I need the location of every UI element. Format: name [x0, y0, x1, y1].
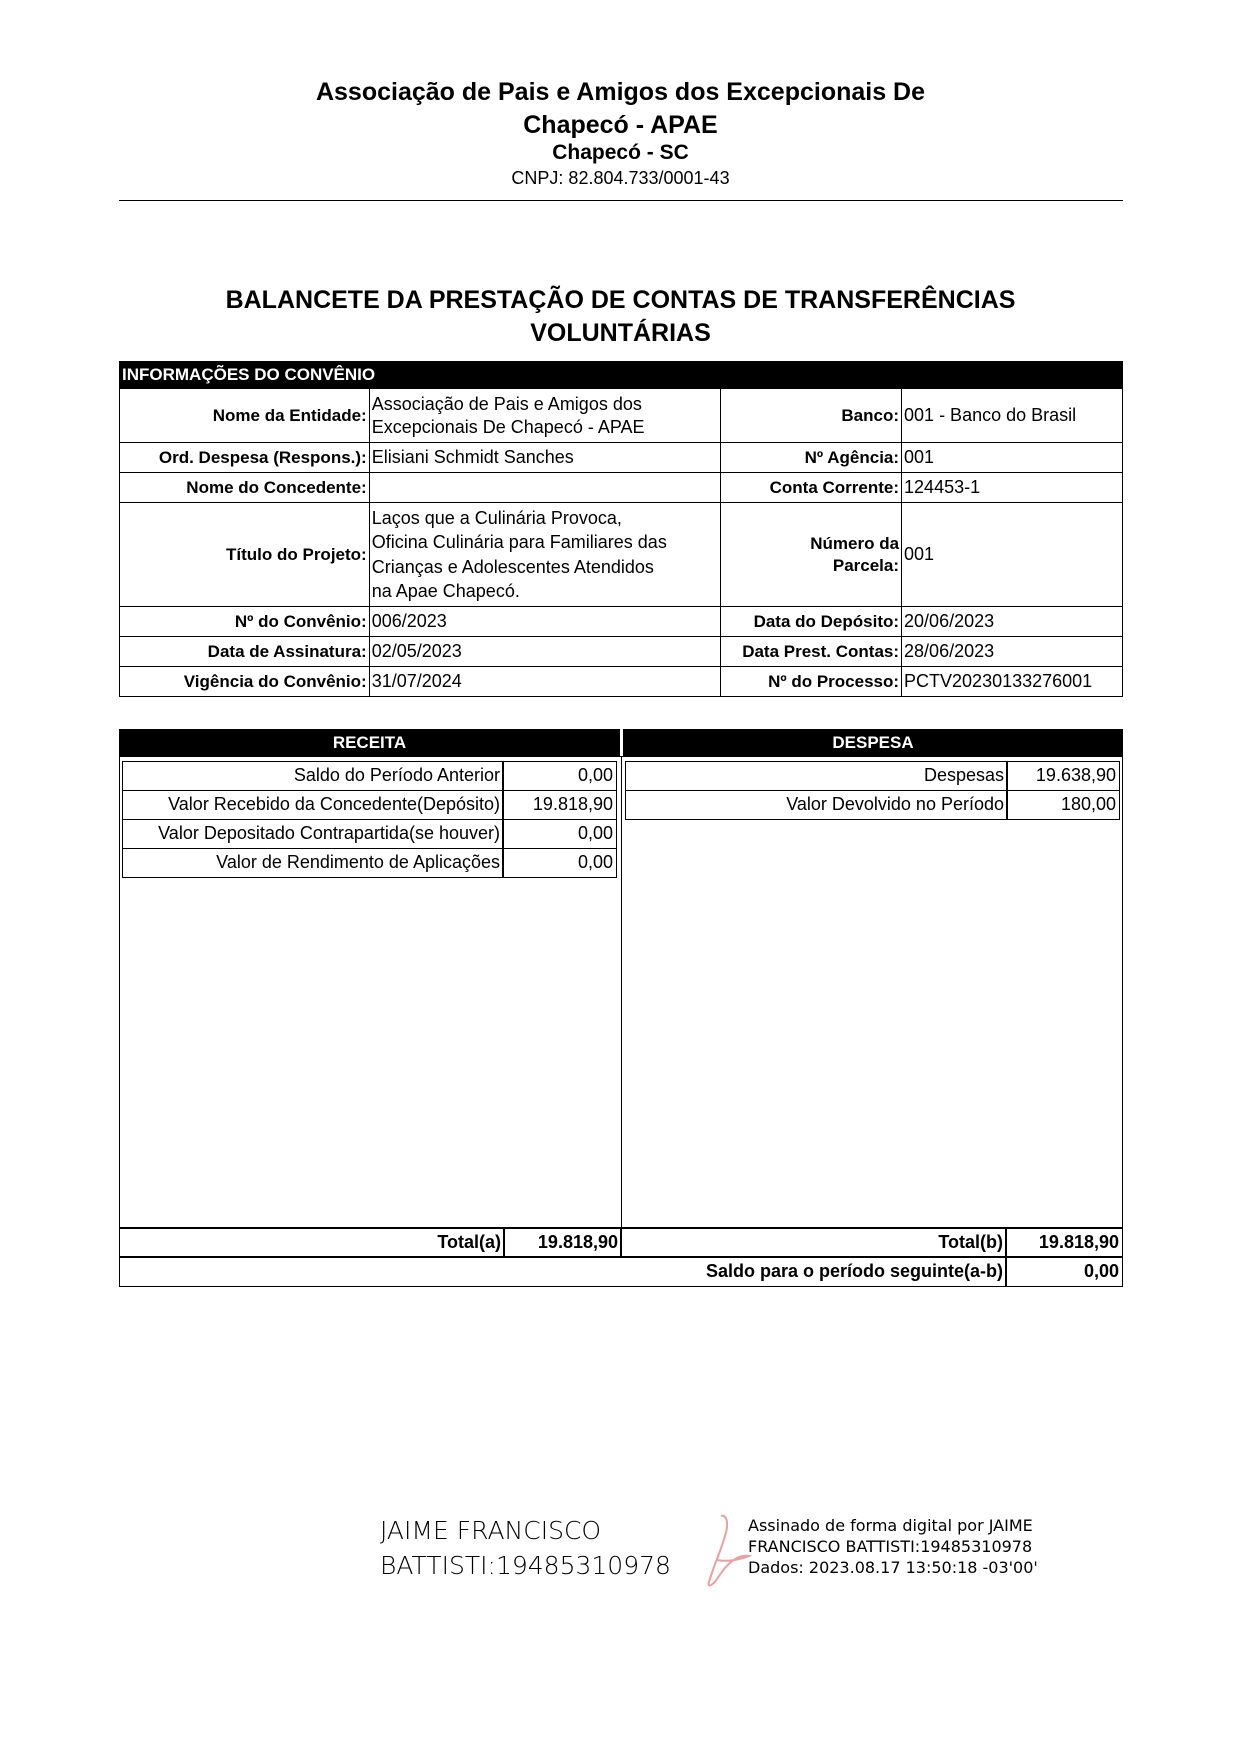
label-agencia: Nº Agência:: [721, 443, 902, 473]
label-ord-despesa: Ord. Despesa (Respons.):: [120, 443, 370, 473]
value-titulo-line1: Laços que a Culinária Provoca,: [371, 507, 622, 528]
signature-details-line2: FRANCISCO BATTISTI:19485310978: [748, 1537, 1033, 1556]
signature-details: [748, 1515, 1038, 1578]
label-data-assinatura: Data de Assinatura:: [120, 637, 370, 667]
value-ord-despesa: Elisiani Schmidt Sanches: [369, 443, 721, 473]
receita-header: RECEITA: [119, 729, 620, 756]
value-data-deposito: 20/06/2023: [902, 607, 1123, 637]
organization-city: Chapecó - SC: [552, 141, 689, 164]
receita-row-value: 0,00: [502, 819, 617, 849]
value-titulo-line3: Crianças e Adolescentes Atendidos: [371, 556, 654, 577]
value-numero-parcela: 001: [902, 503, 1123, 607]
despesa-row-label: Despesas: [625, 761, 1008, 791]
organization-name: [0, 76, 1241, 142]
despesa-total-value: 19.818,90: [1005, 1227, 1123, 1258]
signer-name-line1: JAIME FRANCISCO: [380, 1516, 602, 1545]
label-numero-parcela-line1: Número da: [810, 533, 900, 553]
value-conta-corrente: 124453-1: [902, 473, 1123, 503]
label-numero-convenio: Nº do Convênio:: [120, 607, 370, 637]
value-nome-entidade-line1: Associação de Pais e Amigos dos: [371, 393, 642, 414]
value-numero-convenio: 006/2023: [369, 607, 721, 637]
organization-name-line1: Associação de Pais e Amigos dos Excepcionais De: [315, 78, 926, 106]
label-data-deposito: Data do Depósito:: [721, 607, 902, 637]
despesa-row-value: 19.638,90: [1006, 761, 1120, 791]
despesa-panel: [621, 756, 1123, 1229]
receita-row-value: 0,00: [502, 848, 617, 878]
label-conta-corrente: Conta Corrente:: [721, 473, 902, 503]
value-data-prest-contas: 28/06/2023: [902, 637, 1123, 667]
value-titulo-projeto: [369, 503, 721, 607]
value-numero-processo: PCTV20230133276001: [902, 667, 1123, 697]
document-title-line2: VOLUNTÁRIAS: [530, 319, 711, 347]
header-divider: [119, 200, 1123, 201]
receita-row-label: Valor de Rendimento de Aplicações: [122, 848, 504, 878]
receita-row-label: Valor Recebido da Concedente(Depósito): [122, 790, 504, 820]
saldo-value: 0,00: [1005, 1256, 1123, 1287]
receita-row-value: 19.818,90: [502, 790, 617, 820]
value-concedente: [369, 473, 721, 503]
organization-name-line2: Chapecó - APAE: [523, 111, 718, 139]
value-agencia: 001: [902, 443, 1123, 473]
value-banco: 001 - Banco do Brasil: [902, 389, 1123, 443]
label-numero-parcela-line2: Parcela:: [832, 555, 900, 575]
adobe-signature-icon: [703, 1510, 753, 1590]
receita-total-value: 19.818,90: [503, 1227, 622, 1258]
despesa-row-value: 180,00: [1006, 790, 1120, 820]
signer-name: [380, 1513, 671, 1583]
value-titulo-line4: na Apae Chapecó.: [371, 581, 520, 601]
organization-cnpj: CNPJ: 82.804.733/0001-43: [511, 168, 730, 188]
label-vigencia: Vigência do Convênio:: [120, 667, 370, 697]
despesa-row-label: Valor Devolvido no Período: [625, 790, 1008, 820]
receita-row-label: Saldo do Período Anterior: [122, 761, 504, 791]
despesa-total-label: Total(b): [620, 1227, 1007, 1258]
label-data-prest-contas: Data Prest. Contas:: [721, 637, 902, 667]
saldo-label: Saldo para o período seguinte(a-b): [119, 1256, 1007, 1287]
signature-details-line3: Dados: 2023.08.17 13:50:18 -03'00': [748, 1558, 1038, 1577]
label-titulo-projeto: Título do Projeto:: [120, 503, 370, 607]
receita-row-value: 0,00: [502, 761, 617, 791]
label-banco: Banco:: [721, 389, 902, 443]
signer-name-line2: BATTISTI:19485310978: [380, 1551, 671, 1580]
receita-row-label: Valor Depositado Contrapartida(se houver): [122, 819, 504, 849]
value-vigencia: 31/07/2024: [369, 667, 721, 697]
value-data-assinatura: 02/05/2023: [369, 637, 721, 667]
signature-details-line1: Assinado de forma digital por JAIME: [748, 1516, 1033, 1535]
document-title-line1: BALANCETE DA PRESTAÇÃO DE CONTAS DE TRANSFERÊNCIAS: [225, 286, 1016, 314]
value-nome-entidade-line2: Excepcionais De Chapecó - APAE: [371, 416, 645, 437]
label-nome-entidade: Nome da Entidade:: [120, 389, 370, 443]
value-titulo-line2: Oficina Culinária para Familiares das: [371, 532, 667, 552]
value-nome-entidade: [369, 389, 721, 443]
info-table: [119, 388, 1123, 697]
info-section-header: INFORMAÇÕES DO CONVÊNIO: [119, 361, 1123, 388]
label-concedente: Nome do Concedente:: [120, 473, 370, 503]
despesa-header: DESPESA: [623, 729, 1123, 756]
receita-total-label: Total(a): [119, 1227, 505, 1258]
label-numero-parcela: [721, 503, 902, 607]
label-numero-processo: Nº do Processo:: [721, 667, 902, 697]
document-title: [0, 284, 1241, 350]
